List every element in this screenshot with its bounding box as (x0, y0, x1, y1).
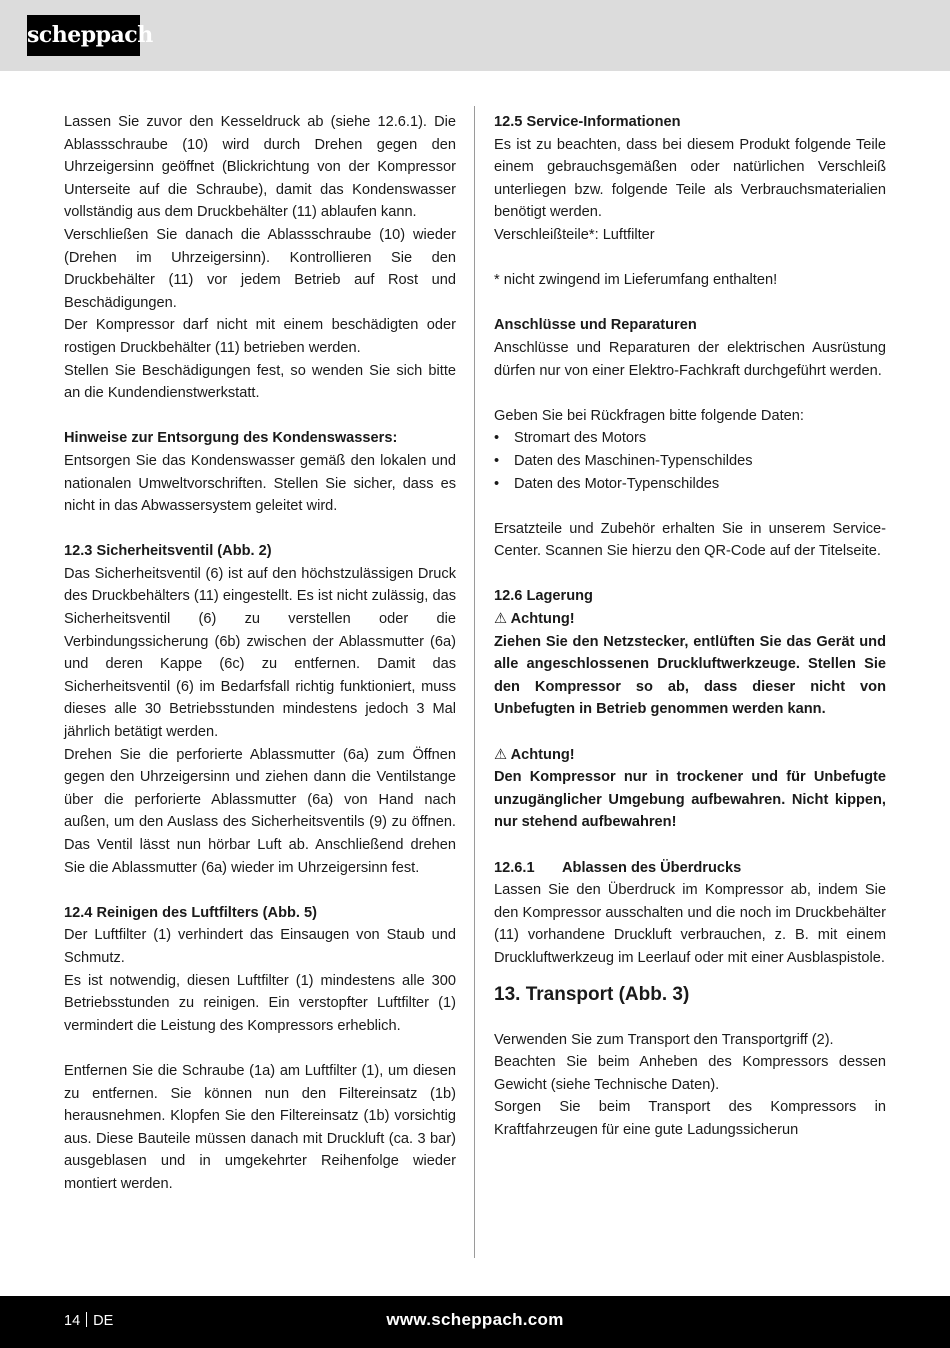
paragraph: Sorgen Sie beim Transport des Kompressors in Kraftfahrzeugen für eine gute Ladungssicherun (494, 1099, 886, 1138)
paragraph: Lassen Sie den Überdruck im Kompressor ab, indem Sie den Kompressor ausschalten und die noch im Druckbehälter (11) vorhandene Druckluft verbrauchen, z. B. mit einem Druckluftwerkzeug im Leerlauf oder mit einer Ausblaspistole. (494, 882, 886, 966)
section-heading-12-4: 12.4 Reinigen des Luftfilters (Abb. 5) (64, 904, 317, 921)
subsection-number: 12.6.1 (494, 859, 535, 876)
footnote: * nicht zwingend im Lieferumfang enthalten! (494, 272, 778, 289)
paragraph: Entsorgen Sie das Kondenswasser gemäß den lokalen und nationalen Umweltvorschriften. Stellen Sie sicher, dass es nicht in das Abwassersystem geleitet wird. (64, 452, 456, 515)
page-header (0, 0, 950, 71)
paragraph: Beachten Sie beim Anheben des Kompressors dessen Gewicht (siehe Technische Daten). (494, 1054, 886, 1093)
paragraph: Lassen Sie zuvor den Kesseldruck ab (siehe 12.6.1). Die Ablassschraube (10) wird durch Drehen gegen den Uhrzeigersinn geöffnet (Blickrichtung von der Kompressor Unterseite auf die Schraube), damit das Kondenswasser vollständig aus dem Druckbehälter (11) ablaufen kann. (64, 114, 456, 221)
paragraph: Der Kompressor darf nicht mit einem beschädigten oder rostigen Druckbehälter (11) betrieben werden. (64, 317, 456, 356)
paragraph: Stellen Sie Beschädigungen fest, so wenden Sie sich bitte an die Kundendienstwerkstatt. (64, 362, 456, 402)
paragraph: Der Luftfilter (1) verhindert das Einsaugen von Staub und Schmutz. (64, 927, 456, 966)
subsection-title: Ablassen des Überdrucks (562, 859, 742, 876)
section-heading-12-3: 12.3 Sicherheitsventil (Abb. 2) (64, 543, 272, 560)
paragraph: Es ist zu beachten, dass bei diesem Produkt folgende Teile einem gebrauchsgemäßen oder natürlichen Verschleiß unterliegen bzw. folgende Teile als Verbrauchsmaterialien benötigt werden. (494, 136, 886, 221)
section-heading-12-6-1 (494, 857, 886, 880)
paragraph: Anschlüsse und Reparaturen der elektrischen Ausrüstung dürfen nur von einer Elektro-Fachkraft durchgeführt werden. (494, 339, 886, 379)
list-item: • Daten des Motor-Typenschildes (494, 473, 886, 496)
left-column (64, 111, 456, 1196)
queries-intro: Geben Sie bei Rückfragen bitte folgende Daten: (494, 407, 804, 424)
wear-parts-line: Verschleißteile*: Luftfilter (494, 226, 655, 243)
paragraph: Ersatzteile und Zubehör erhalten Sie in unserem Service-Center. Scannen Sie hierzu den QR-Code auf der Titelseite. (494, 520, 886, 560)
paragraph: Verwenden Sie zum Transport den Transportgriff (2). (494, 1031, 834, 1048)
language-code: DE (93, 1313, 114, 1329)
page-number-value: 14 (64, 1313, 81, 1329)
list-item: • Stromart des Motors (494, 427, 886, 450)
scheppach-logo: scheppach (27, 15, 140, 56)
paragraph: Drehen Sie die perforierte Ablassmutter (6a) zum Öffnen gegen den Uhrzeigersinn und ziehen dann die Ventilstange über die perforierte Ablassmutter (6a) von Hand nach außen, um den Auslass des Sicherheitsventils (9) zu öffnen. Das Ventil lässt nun hörbar Luft ab. Anschließend drehen Sie die Ablassmutter (6a) wieder im Uhrzeigersinn fest. (64, 746, 456, 876)
column-divider (474, 106, 475, 1258)
paragraph: Das Sicherheitsventil (6) ist auf den höchstzulässigen Druck des Druckbehälters (11) eingestellt. Es ist nicht zulässig, das Sicherheitsventil (6) zu verstellen oder die Verbindungssicherung (6b) zwischen der Ablassmutter (6a) und deren Kappe (6c) zu entfernen. Damit das Sicherheitsventil (6) im Bedarfsfall richtig funktioniert, muss dieses alle 30 Betriebsstunden mindestens jedoch 3 Mal jährlich betätigt werden. (64, 565, 456, 741)
paragraph: Entfernen Sie die Schraube (1a) am Luftfilter (1), um diesen zu entfernen. Sie können nun den Filtereinsatz (1b) herausnehmen. Klopfen Sie den Filtereinsatz (1b) vorsichtig aus. Diese Bauteile müssen danach mit Druckluft (ca. 3 bar) ausgeblasen und in umgekehrter Reihenfolge wieder montiert werden. (64, 1062, 456, 1192)
warning-title: ⚠ Achtung! (494, 611, 575, 628)
list-item: • Daten des Maschinen-Typenschildes (494, 450, 886, 473)
warning-text: Den Kompressor nur in trockener und für Unbefugte unzugänglicher Umgebung aufbewahren. Nicht kippen, nur stehend aufbewahren! (494, 769, 886, 831)
right-column (494, 111, 886, 1142)
connections-heading: Anschlüsse und Reparaturen (494, 317, 697, 334)
paragraph: Verschließen Sie danach die Ablassschraube (10) wieder (Drehen im Uhrzeigersinn). Kontrollieren Sie den Druckbehälter (11) vor jedem Betrieb auf Rost und Beschädigungen. (64, 226, 456, 311)
section-heading-12-5: 12.5 Service-Informationen (494, 114, 681, 130)
section-heading-12-6: 12.6 Lagerung (494, 588, 593, 605)
query-list (494, 427, 886, 495)
paragraph: Es ist notwendig, diesen Luftfilter (1) mindestens alle 300 Betriebsstunden zu reinigen. Ein verstopfter Luftfilter (1) vermindert die Leistung des Kompressors erheblich. (64, 972, 456, 1034)
disposal-heading: Hinweise zur Entsorgung des Kondenswassers: (64, 430, 398, 447)
warning-title: ⚠ Achtung! (494, 746, 575, 763)
page-footer (0, 1296, 950, 1348)
website-link[interactable]: www.scheppach.com (386, 1310, 564, 1329)
section-heading-13: 13. Transport (Abb. 3) (494, 983, 690, 1005)
warning-text: Ziehen Sie den Netzstecker, entlüften Sie das Gerät und alle angeschlossenen Druckluftwerkzeuge. Stellen Sie den Kompressor so ab, dass dieser nicht von Unbefugten in Betrieb genommen werden kann. (494, 633, 886, 718)
